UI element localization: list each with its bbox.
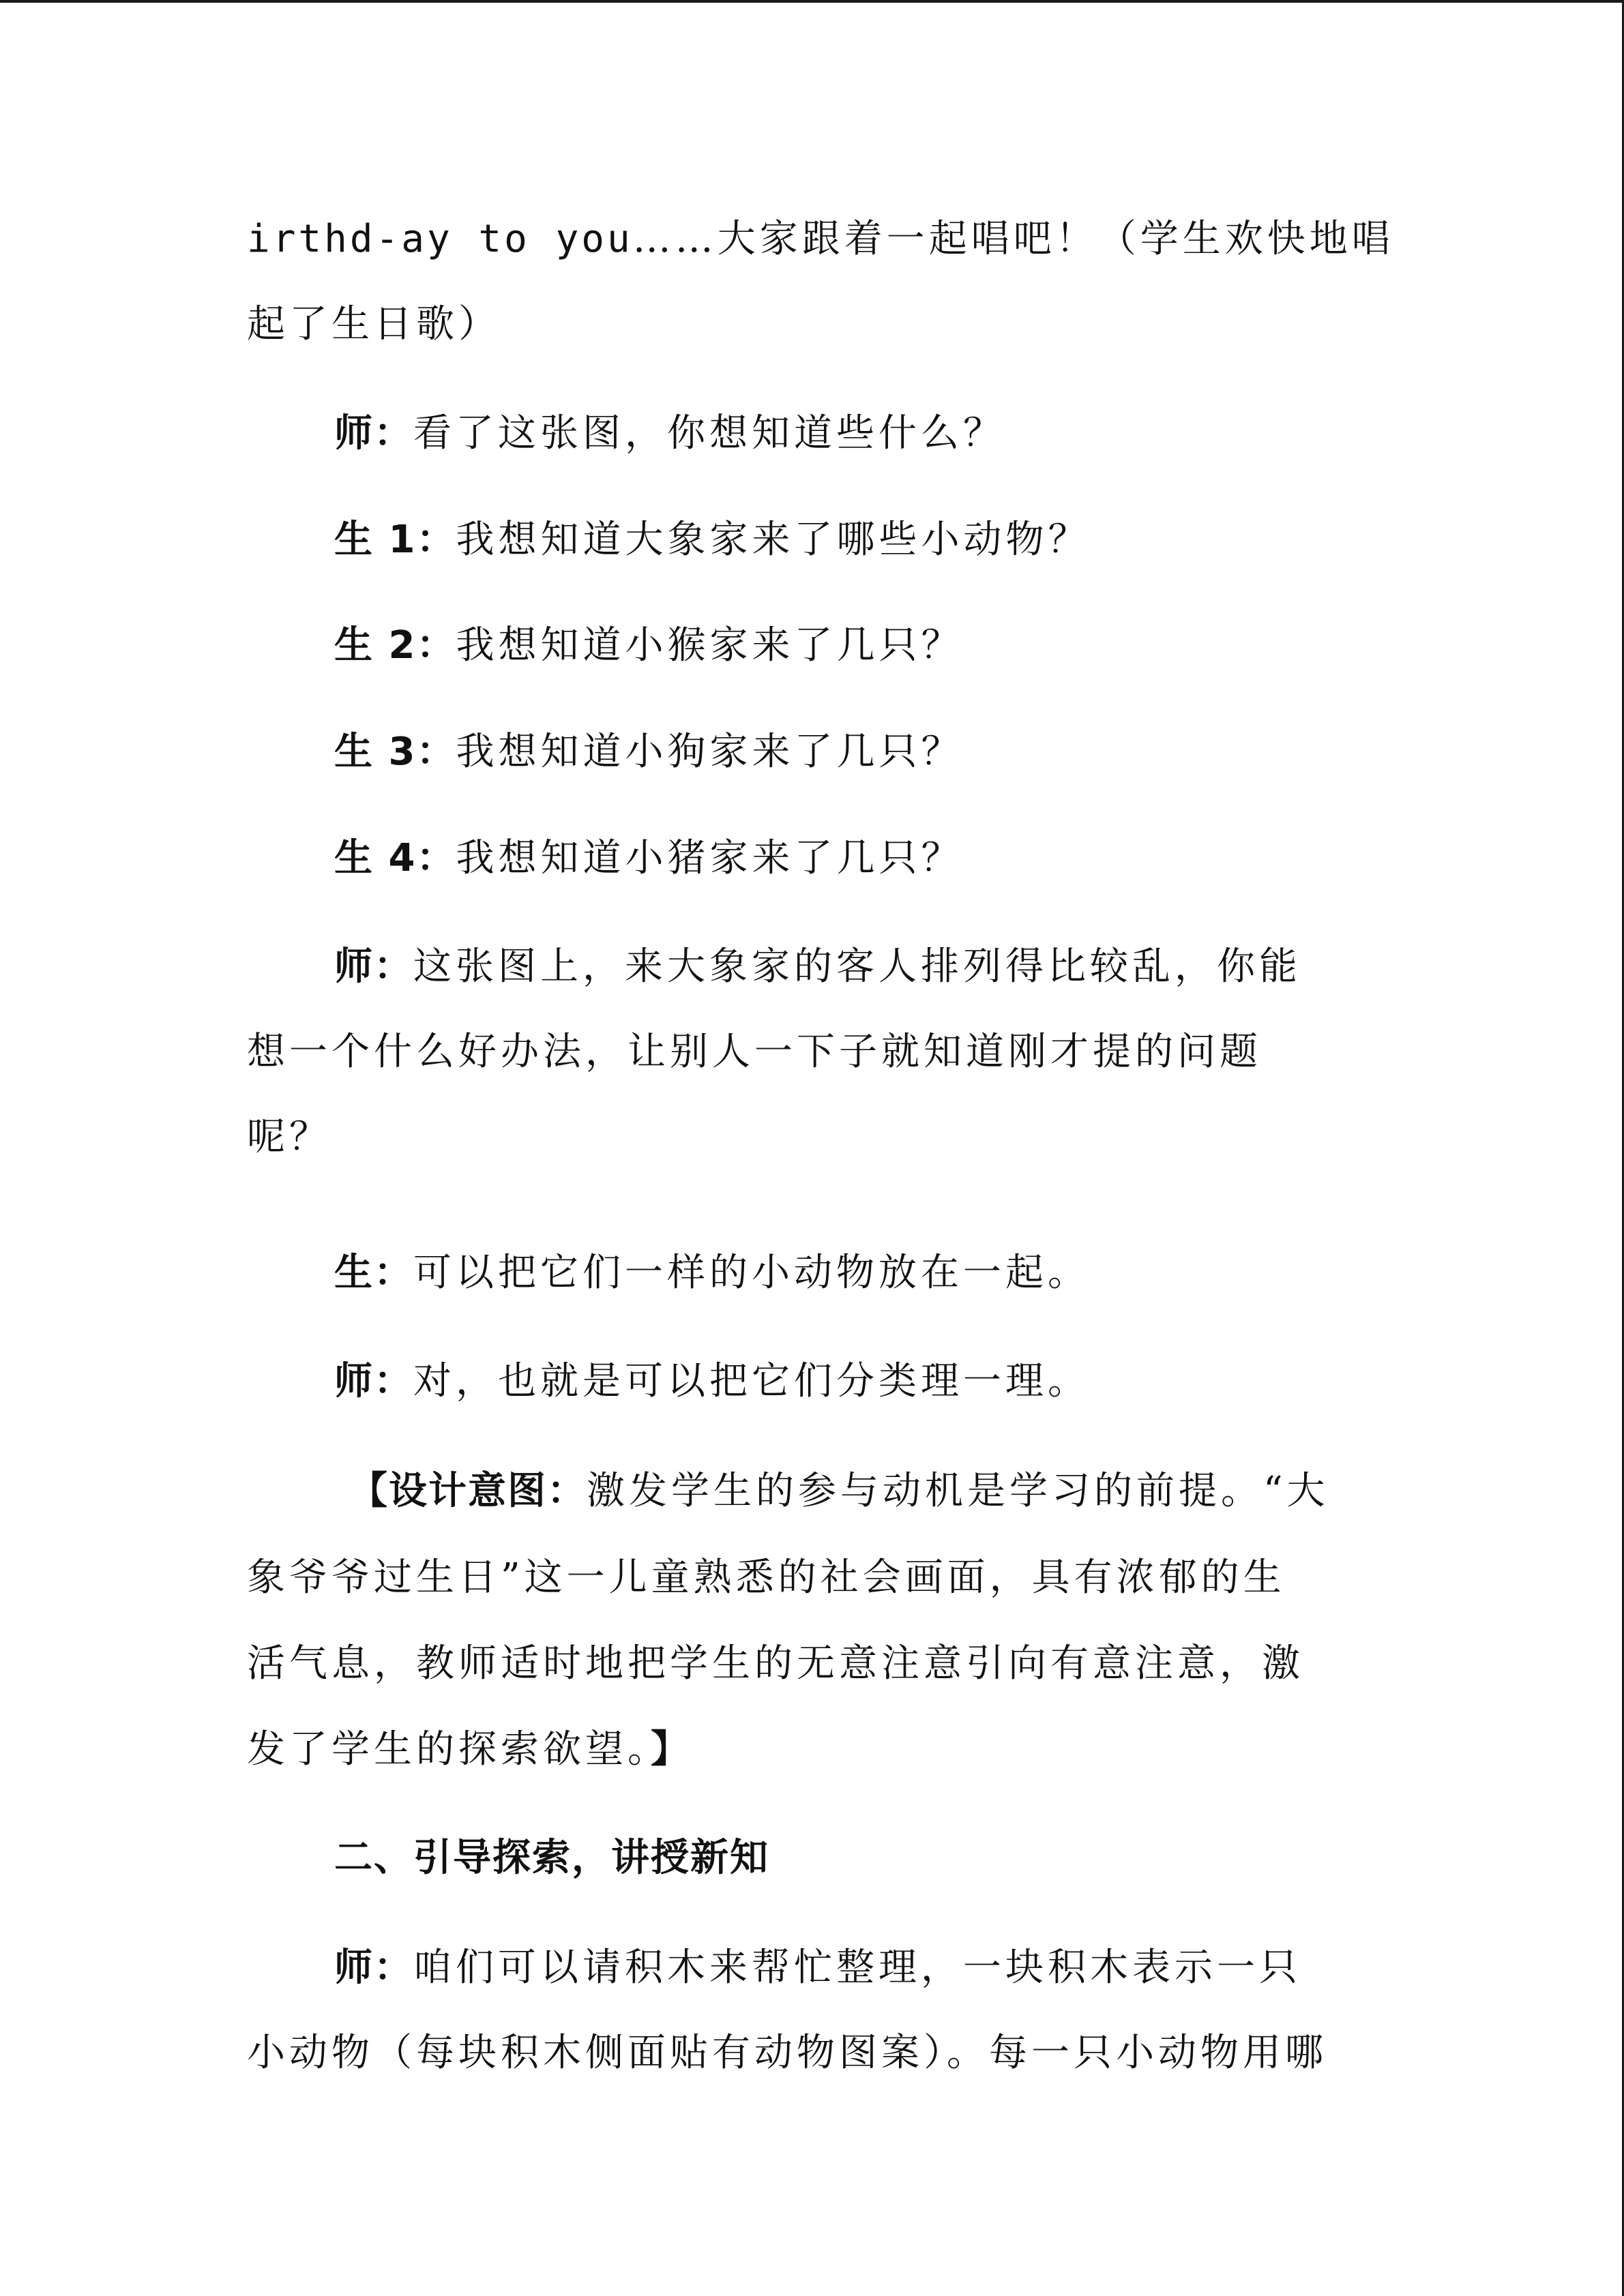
section-heading-2 xyxy=(334,1834,769,1882)
design-intent-line-2 xyxy=(247,1554,1286,1602)
dialogue-text: 看了这张图，你想知道些什么？ xyxy=(413,411,1005,456)
song-instruction-text-cont: 起了生日歌） xyxy=(247,302,501,346)
dialogue-teacher-4-line-2 xyxy=(247,2029,1327,2077)
speaker-label-teacher: 师： xyxy=(334,1945,413,1990)
paragraph-song-line-1 xyxy=(247,215,1394,263)
speaker-label-student: 生： xyxy=(334,1251,413,1295)
dialogue-text: 我想知道小狗家来了几只？ xyxy=(456,730,964,774)
dialogue-student-3 xyxy=(334,728,963,776)
dialogue-text: 呢？ xyxy=(247,1115,331,1159)
paragraph-song-line-2 xyxy=(247,301,501,348)
design-intent-close-bracket: 】 xyxy=(651,1727,690,1772)
dialogue-text: 这张图上，来大象家的客人排列得比较乱，你能 xyxy=(413,944,1301,989)
dialogue-text: 想一个什么好办法，让别人一下子就知道刚才提的问题 xyxy=(247,1030,1262,1074)
dialogue-text: 咱们可以请积木来帮忙整理，一块积木表示一只 xyxy=(413,1945,1301,1990)
speaker-label-teacher: 师： xyxy=(334,1359,413,1403)
song-lyric-fragment: irthd-ay to you xyxy=(247,217,633,261)
design-intent-label: 【设计意图： xyxy=(349,1469,587,1513)
dialogue-student-5 xyxy=(334,1249,1090,1297)
dialogue-student-2 xyxy=(334,622,963,670)
dialogue-text: 我想知道大象家来了哪些小动物？ xyxy=(456,518,1091,562)
dialogue-text: 我想知道小猴家来了几只？ xyxy=(456,623,964,668)
dialogue-teacher-4-line-1 xyxy=(334,1944,1301,1992)
speaker-label-student-2: 生 2： xyxy=(334,623,456,668)
design-intent-text: 发了学生的探索欲望。 xyxy=(247,1727,651,1772)
dialogue-student-4 xyxy=(334,835,963,882)
dialogue-teacher-2-line-1 xyxy=(334,943,1301,991)
dialogue-text: 对，也就是可以把它们分类理一理。 xyxy=(413,1359,1090,1403)
design-intent-text: 活气息，教师适时地把学生的无意注意引向有意注意，激 xyxy=(247,1641,1304,1686)
design-intent-text: 象爷爷过生日”这一儿童熟悉的社会画面，具有浓郁的生 xyxy=(247,1555,1286,1600)
speaker-label-teacher: 师： xyxy=(334,411,413,456)
dialogue-teacher-3 xyxy=(334,1358,1090,1405)
design-intent-line-1 xyxy=(349,1467,1329,1515)
speaker-label-student-1: 生 1： xyxy=(334,518,456,562)
design-intent-text: 激发学生的参与动机是学习的前提。“大 xyxy=(587,1469,1329,1513)
dialogue-teacher-1 xyxy=(334,410,1005,458)
speaker-label-teacher: 师： xyxy=(334,944,413,989)
dialogue-teacher-2-line-3 xyxy=(247,1114,331,1161)
page-top-border xyxy=(0,0,1624,3)
speaker-label-student-4: 生 4： xyxy=(334,836,456,880)
dialogue-teacher-2-line-2 xyxy=(247,1028,1262,1076)
design-intent-line-4 xyxy=(247,1726,690,1774)
dialogue-student-1 xyxy=(334,516,1090,564)
dialogue-text: 我想知道小猪家来了几只？ xyxy=(456,836,964,880)
speaker-label-student-3: 生 3： xyxy=(334,730,456,774)
design-intent-line-3 xyxy=(247,1640,1304,1688)
section-heading-text: 二、引导探索，讲授新知 xyxy=(334,1836,769,1880)
song-instruction-text: ……大家跟着一起唱吧！（学生欢快地唱 xyxy=(632,217,1394,261)
dialogue-text: 可以把它们一样的小动物放在一起。 xyxy=(413,1251,1090,1295)
dialogue-text: 小动物（每块积木侧面贴有动物图案）。每一只小动物用哪 xyxy=(247,2031,1327,2075)
